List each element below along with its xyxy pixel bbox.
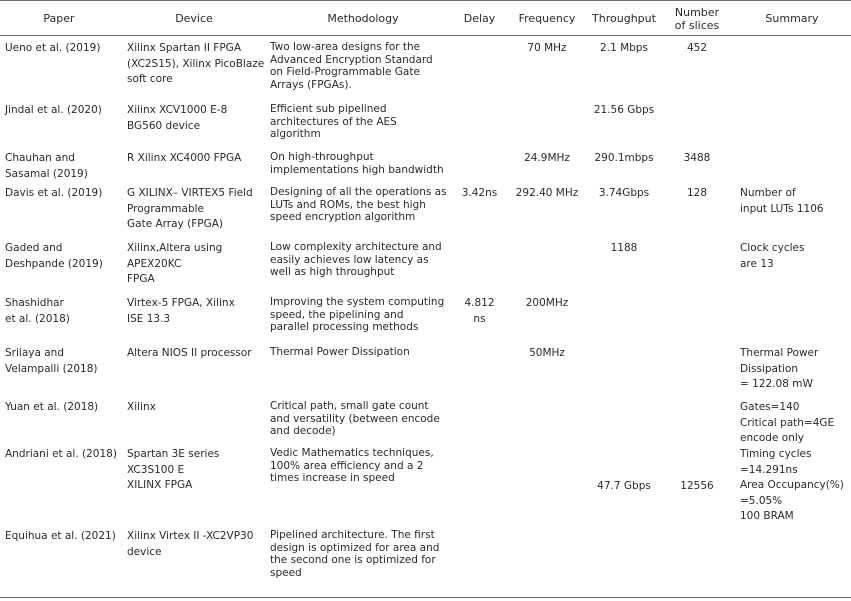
header-slices-line-2: of slices (674, 19, 720, 32)
paper-text-line: et al. (2018) (5, 312, 70, 325)
device-text-line: Xilinx Spartan II FPGA (127, 42, 241, 54)
delay-text-line: 4.812 (464, 297, 495, 309)
device-text-line: XILINX FPGA (127, 479, 193, 491)
throughput-text-line: 2.1 Mbps (600, 42, 648, 54)
device-text-line: Gate Array (FPGA) (127, 218, 223, 230)
device-text-line: Xilinx XCV1000 E-8 (127, 104, 228, 116)
delay-text-line: 3.42ns (461, 187, 498, 199)
methodology-text-line: speed, the pipelining and (270, 308, 404, 321)
cell-methodology (270, 151, 460, 176)
paper-text-line: Jindal et al. (2020) (5, 104, 102, 116)
cell-methodology (270, 186, 460, 224)
methodology-text-line: Vedic Mathematics techniques, (270, 447, 434, 459)
table-top-rule (0, 0, 851, 1)
cell-frequency (512, 41, 582, 57)
methodology-text-line: the second one is optimized for (270, 554, 436, 567)
methodology-text-line: Thermal Power Dissipation (270, 346, 410, 358)
summary-text-line: are 13 (740, 257, 774, 270)
cell-methodology (270, 529, 460, 579)
header-bottom-rule (0, 35, 851, 36)
cell-throughput (585, 103, 663, 119)
cell-paper (5, 400, 123, 416)
summary-text-line: input LUTs 1106 (740, 202, 824, 215)
methodology-text-line: Improving the system computing (270, 296, 445, 308)
device-text-line: Xilinx Virtex II -XC2VP30 (127, 530, 254, 542)
device-text-line: Altera NIOS II processor (127, 347, 252, 359)
cell-delay (456, 296, 503, 327)
cell-device (127, 151, 267, 167)
summary-text-line: Dissipation (740, 362, 799, 375)
cell-device (127, 186, 267, 233)
cell-paper (5, 241, 123, 272)
paper-text-line: Ueno et al. (2019) (5, 42, 101, 54)
cell-throughput (585, 479, 663, 495)
summary-text-line: Critical path=4GE (740, 416, 835, 429)
cell-summary (740, 241, 848, 272)
cell-methodology (270, 103, 460, 141)
cell-throughput (585, 41, 663, 57)
methodology-text-line: times increase in speed (270, 472, 395, 485)
methodology-text-line: design is optimized for area and (270, 541, 440, 554)
paper-text-line: Srilaya and (5, 347, 64, 359)
device-text-line: APEX20KC (127, 257, 182, 270)
frequency-text-line: 24.9MHz (524, 152, 570, 164)
slices-text-line: 128 (686, 187, 708, 199)
cell-paper (5, 447, 123, 463)
cell-summary (740, 400, 848, 447)
methodology-text-line: parallel processing methods (270, 321, 419, 334)
cell-paper (5, 186, 123, 202)
device-text-line: Programmable (127, 202, 205, 215)
device-text-line: device (127, 545, 162, 558)
header-device: Device (175, 12, 213, 25)
cell-delay (456, 186, 503, 202)
cell-device (127, 400, 267, 416)
methodology-text-line: On high-throughput (270, 151, 374, 163)
slices-text-line: 12556 (680, 480, 714, 492)
methodology-text-line: and decode) (270, 425, 336, 438)
header-slices-line-1: Number (674, 6, 720, 19)
methodology-text-line: 100% area efficiency and a 2 (270, 459, 424, 472)
cell-methodology (270, 296, 460, 334)
frequency-text-line: 200MHz (525, 297, 569, 309)
device-text-line: Virtex-5 FPGA, Xilinx (127, 297, 235, 309)
cell-methodology (270, 241, 460, 279)
cell-device (127, 41, 267, 88)
slices-text-line: 3488 (683, 152, 711, 164)
methodology-text-line: easily achieves low latency as (270, 253, 429, 266)
device-text-line: FPGA (127, 273, 155, 285)
summary-text-line: Timing cycles (740, 448, 812, 460)
summary-text-line: =5.05% (740, 494, 783, 507)
throughput-text-line: 290.1mbps (594, 152, 654, 164)
summary-text-line: encode only (740, 432, 804, 444)
throughput-text-line: 47.7 Gbps (597, 480, 651, 492)
cell-slices (668, 186, 726, 202)
paper-text-line: Deshpande (2019) (5, 257, 103, 270)
summary-text-line: Gates=140 (740, 401, 800, 413)
methodology-text-line: on Field-Programmable Gate (270, 66, 420, 79)
cell-paper (5, 151, 123, 182)
cell-device (127, 529, 267, 560)
cell-summary (740, 346, 848, 393)
device-text-line: soft core (127, 73, 173, 85)
cell-throughput (585, 151, 663, 167)
header-throughput: Throughput (592, 12, 656, 25)
cell-methodology (270, 41, 460, 91)
paper-text-line: Gaded and (5, 242, 63, 254)
paper-text-line: Davis et al. (2019) (5, 187, 103, 199)
methodology-text-line: Efficient sub pipelined (270, 103, 387, 115)
cell-slices (668, 41, 726, 57)
methodology-text-line: Advanced Encryption Standard (270, 53, 433, 66)
methodology-text-line: Two low-area designs for the (270, 41, 421, 53)
cell-device (127, 296, 267, 327)
throughput-text-line: 21.56 Gbps (593, 104, 655, 116)
paper-text-line: Chauhan and (5, 152, 75, 164)
paper-text-line: Shashidhar (5, 297, 64, 309)
methodology-text-line: LUTs and ROMs, the best high (270, 198, 426, 211)
frequency-text-line: 70 MHz (527, 42, 567, 54)
cell-device (127, 103, 267, 134)
device-text-line: (XC2S15), Xilinx PicoBlaze (127, 57, 265, 70)
methodology-text-line: Designing of all the operations as (270, 186, 447, 198)
device-text-line: Spartan 3E series (127, 448, 220, 460)
methodology-text-line: well as high throughput (270, 266, 395, 279)
table-bottom-rule (0, 597, 851, 598)
methodology-text-line: speed encryption algorithm (270, 211, 416, 224)
methodology-text-line: architectures of the AES (270, 115, 397, 128)
paper-text-line: Equihua et al. (2021) (5, 530, 116, 542)
cell-throughput (585, 241, 663, 257)
cell-summary (740, 186, 848, 217)
device-text-line: ISE 13.3 (127, 312, 171, 325)
header-methodology: Methodology (327, 12, 399, 25)
paper-text-line: Andriani et al. (2018) (5, 448, 117, 460)
cell-device (127, 346, 267, 362)
paper-text-line: Yuan et al. (2018) (5, 401, 99, 413)
methodology-text-line: Pipelined architecture. The first (270, 529, 435, 541)
header-paper: Paper (43, 12, 75, 25)
cell-device (127, 447, 267, 494)
header-delay: Delay (463, 12, 496, 25)
throughput-text-line: 1188 (610, 242, 638, 254)
cell-frequency (512, 186, 582, 202)
cell-paper (5, 296, 123, 327)
cell-device (127, 241, 267, 288)
header-frequency: Frequency (518, 12, 576, 25)
cell-frequency (512, 151, 582, 167)
summary-text-line: Thermal Power (740, 347, 819, 359)
cell-slices (668, 479, 726, 495)
device-text-line: Xilinx,Altera using (127, 242, 223, 254)
methodology-text-line: algorithm (270, 128, 321, 141)
cell-paper (5, 41, 123, 57)
cell-summary (740, 447, 848, 525)
header-summary: Summary (765, 12, 819, 25)
device-text-line: Xilinx (127, 401, 156, 413)
cell-methodology (270, 346, 460, 359)
slices-text-line: 452 (686, 42, 708, 54)
summary-text-line: 100 BRAM (740, 510, 794, 522)
summary-text-line: Area Occupancy(%) (740, 479, 844, 491)
summary-text-line: Clock cycles (740, 242, 805, 254)
delay-text-line: ns (473, 312, 486, 325)
summary-text-line: Number of (740, 187, 796, 199)
frequency-text-line: 50MHz (529, 347, 565, 359)
methodology-text-line: Arrays (FPGAs). (270, 78, 352, 91)
device-text-line: XC3S100 E (127, 463, 185, 476)
device-text-line: G XILINX– VIRTEX5 Field (127, 187, 253, 199)
cell-paper (5, 529, 123, 545)
methodology-text-line: and versatility (between encode (270, 412, 440, 425)
cell-slices (668, 151, 726, 167)
cell-methodology (270, 400, 460, 438)
methodology-text-line: implementations high bandwidth (270, 163, 444, 176)
summary-text-line: =14.291ns (740, 463, 798, 476)
methodology-text-line: Critical path, small gate count (270, 400, 429, 412)
paper-text-line: Sasamal (2019) (5, 167, 88, 180)
paper-text-line: Velampalli (2018) (5, 362, 98, 375)
cell-paper (5, 346, 123, 377)
cell-frequency (512, 296, 582, 312)
cell-frequency (512, 346, 582, 362)
throughput-text-line: 3.74Gbps (598, 187, 650, 199)
summary-text-line: = 122.08 mW (740, 378, 813, 390)
methodology-text-line: Low complexity architecture and (270, 241, 442, 253)
device-text-line: R Xilinx XC4000 FPGA (127, 152, 242, 164)
frequency-text-line: 292.40 MHz (515, 187, 579, 199)
cell-throughput (585, 186, 663, 202)
cell-methodology (270, 447, 460, 485)
device-text-line: BG560 device (127, 119, 201, 132)
methodology-text-line: speed (270, 566, 302, 579)
cell-paper (5, 103, 123, 119)
